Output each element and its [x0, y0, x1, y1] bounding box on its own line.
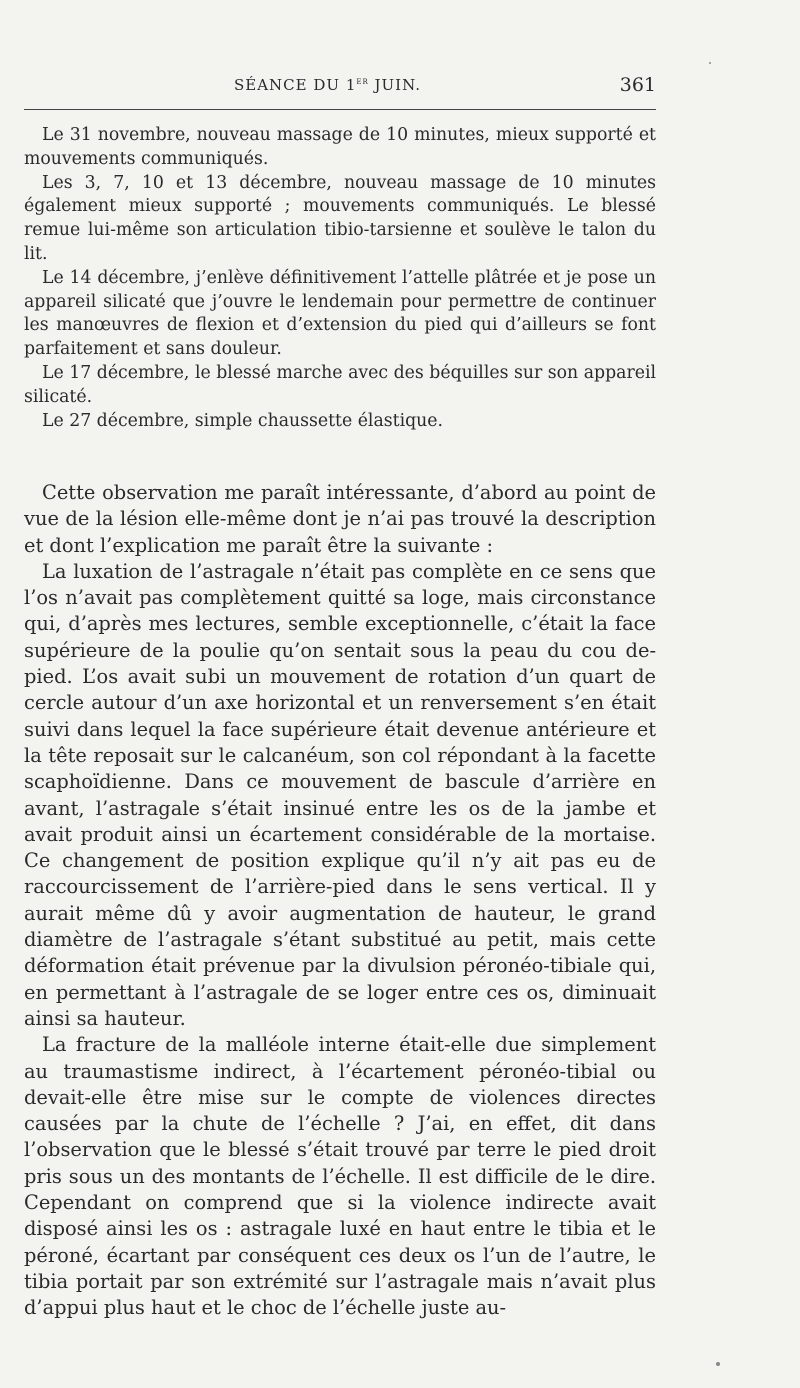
page-number: 361 — [619, 74, 656, 96]
paragraph: Le 14 décembre, j’enlève définitivement l’attelle plâtrée et je pose un appareil silicaté que j’ouvre le lendemain pour permettre de continuer les manœuvres de flexion et d’extension du pied qui d’ailleurs se font parfaitement et sans douleur. — [24, 267, 656, 360]
header-rule — [24, 109, 656, 110]
paragraph: Cette observation me paraît intéressante, d’abord au point de vue de la lésion elle-même dont je n’ai pas trouvé la description et dont l’explication me paraît être la suivante : — [24, 481, 656, 557]
case-notes-block — [24, 124, 656, 433]
paragraph: La luxation de l’astragale n’était pas complète en ce sens que l’os n’avait pas complètement quitté sa loge, mais circonstance qui, d’après mes lectures, semble exceptionnelle, c’était la face supérieure de la poulie qu’on sentait sous la peau du cou de-pied. L’os avait subi un mouvement de rotation d’un quart de cercle autour d’un axe horizontal et un renversement s’en était suivi dans lequel la face supérieure était devenue antérieure et la tête reposait sur le calcanéum, son col répondant à la facette scaphoïdienne. Dans ce mouvement de bascule d’arrière en avant, l’astragale s’était insinué entre les os de la jambe et avait produit ainsi un écartement considérable de la mortaise. Ce changement de position explique qu’il n’y ait pas eu de raccourcissement de l’arrière-pied dans le sens vertical. Il y aurait même dû y avoir augmentation de hauteur, le grand diamètre de l’astragale s’étant substitué au petit, mais cette déformation était prévenue par la divulsion péronéo-tibiale qui, en permettant à l’astragale de se loger entre ces os, diminuait ainsi sa hauteur. — [24, 559, 656, 1030]
paragraph: Le 31 novembre, nouveau massage de 10 minutes, mieux supporté et mouvements communiqués. — [24, 125, 656, 169]
paper-speck — [709, 62, 711, 64]
discussion-block — [24, 480, 656, 1322]
header-title — [234, 76, 421, 94]
paragraph: La fracture de la malléole interne était-elle due simplement au traumastisme indirect, à l’écartement péronéo-tibial ou devait-elle être mise sur le compte de violences directes causées par la chute de l’échelle ? J’ai, en effet, dit dans l’observation que le blessé s’était trouvé par terre le pied droit pris sous un des montants de l’échelle. Il est difficile de le dire. Cependant on comprend que si la violence indirecte avait disposé ainsi les os : astragale luxé en haut entre le tibia et le péroné, écartant par conséquent ces deux os l’un de l’autre, le tibia portait par son extrémité sur l’astragale mais n’avait plus d’appui plus haut et le choc de l’échelle juste au- — [24, 1033, 656, 1320]
paper-speck — [716, 1362, 720, 1366]
paragraph: Le 27 décembre, simple chaussette élastique. — [42, 410, 444, 431]
header-title-sup: er — [356, 76, 369, 87]
running-header — [24, 76, 656, 102]
header-title-suffix: JUIN. — [368, 76, 422, 94]
header-title-prefix: SÉANCE DU 1 — [234, 76, 357, 94]
paragraph: Les 3, 7, 10 et 13 décembre, nouveau massage de 10 minutes également mieux supporté ; mouvements communiqués. Le blessé remue lui-même son articulation tibio-tarsienne et soulève le talon du lit. — [24, 172, 656, 264]
paragraph: Le 17 décembre, le blessé marche avec des béquilles sur son appareil silicaté. — [24, 362, 656, 407]
